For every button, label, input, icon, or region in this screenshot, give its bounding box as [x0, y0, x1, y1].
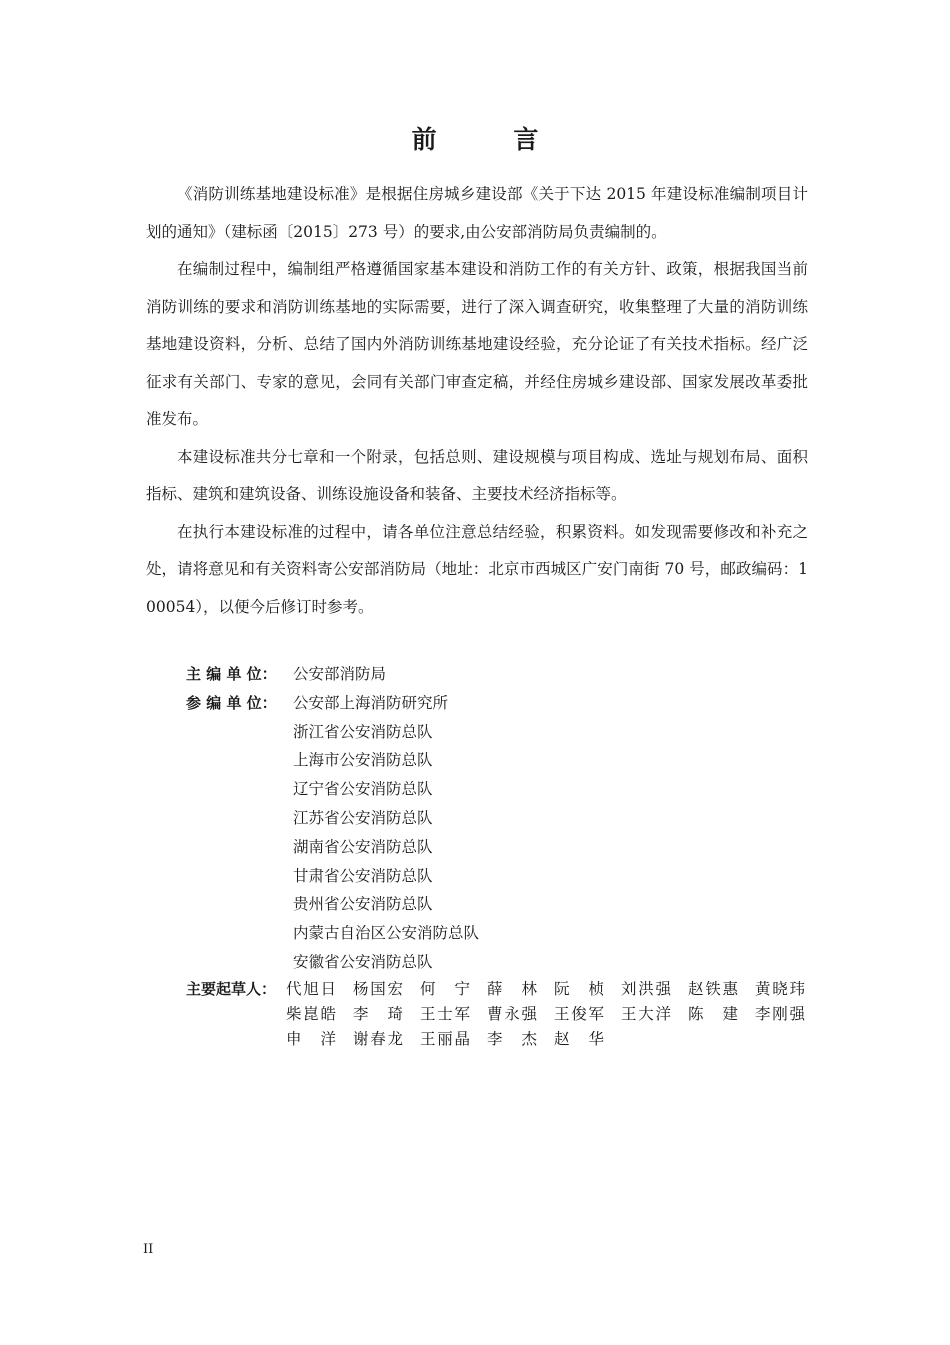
page-number: II: [143, 1242, 154, 1257]
drafter-name: 柴崑皓: [286, 1004, 336, 1023]
drafter-name: 王丽晶: [420, 1029, 470, 1048]
participating-unit: 贵州省公安消防总队: [293, 895, 433, 914]
participating-units-label: 参 编 单 位：: [186, 693, 277, 712]
participating-unit: 湖南省公安消防总队: [293, 837, 433, 856]
drafters-list: [286, 977, 822, 1052]
drafter-name: 陈建: [688, 1004, 738, 1023]
drafter-name: 薛林: [487, 979, 537, 998]
participating-unit: 内蒙古自治区公安消防总队: [293, 924, 480, 943]
drafter-name: 申洋: [286, 1029, 336, 1048]
participating-unit: 上海市公安消防总队: [293, 751, 433, 770]
drafter-name: 阮桢: [554, 979, 604, 998]
drafter-name: 何宁: [420, 979, 470, 998]
drafter-name: 刘洪强: [621, 979, 671, 998]
preface-body: [146, 176, 808, 626]
credits-section: [186, 660, 811, 1052]
drafter-name: 代旭日: [286, 979, 336, 998]
drafter-name: 李杰: [487, 1029, 537, 1048]
chief-unit-label: 主 编 单 位：: [186, 665, 277, 683]
participating-units-list: [293, 689, 811, 977]
participating-unit: 安徽省公安消防总队: [293, 952, 433, 971]
drafter-name: 李琦: [353, 1004, 403, 1023]
participating-unit: 甘肃省公安消防总队: [293, 866, 433, 885]
drafter-name: 杨国宏: [353, 979, 403, 998]
participating-units-row: [186, 689, 811, 977]
participating-unit: 辽宁省公安消防总队: [293, 780, 433, 799]
chief-unit-row: [186, 660, 811, 689]
paragraph-3: 本建设标准共分七章和一个附录，包括总则、建设规模与项目构成、选址与规划布局、面积指标、建筑和建筑设备、训练设施设备和装备、主要技术经济指标等。: [146, 447, 808, 503]
drafters-label: 主要起草人：: [186, 979, 277, 998]
chief-unit-name: 公安部消防局: [293, 665, 387, 683]
drafter-name: 谢春龙: [353, 1029, 403, 1048]
drafter-name: 王士军: [420, 1004, 470, 1023]
paragraph-2: 在编制过程中，编制组严格遵循国家基本建设和消防工作的有关方针、政策，根据我国当前消防训练的要求和消防训练基地的实际需要，进行了深入调查研究，收集整理了大量的消防训练基地建设资料，分析、总结了国内外消防训练基地建设经验，充分论证了有关技术指标。经广泛征求有关部门、专家的意见，会同有关部门审查定稿，并经住房城乡建设部、国家发展改革委批准发布。: [146, 260, 808, 428]
paragraph-1: 《消防训练基地建设标准》是根据住房城乡建设部《关于下达 2015 年建设标准编制项目计划的通知》（建标函〔2015〕273 号）的要求,由公安部消防局负责编制的。: [146, 185, 808, 241]
drafters-row: [186, 977, 811, 1052]
paragraph-4: 在执行本建设标准的过程中，请各单位注意总结经验，积累资料。如发现需要修改和补充之处，请将意见和有关资料寄公安部消防局（地址：北京市西城区广安门南街 70 号，邮政编码：100054），以便今后修订时参考。: [146, 522, 808, 616]
drafter-name: 李刚强: [755, 1004, 805, 1023]
drafter-name: 曹永强: [487, 1004, 537, 1023]
page-title: 前 言: [411, 125, 573, 154]
drafter-name: 王大洋: [621, 1004, 671, 1023]
drafter-name: 黄晓玮: [755, 979, 805, 998]
participating-unit: 公安部上海消防研究所: [293, 693, 449, 712]
drafter-name: 赵铁惠: [688, 979, 738, 998]
participating-unit: 浙江省公安消防总队: [293, 722, 433, 741]
drafter-name: 赵华: [554, 1029, 604, 1048]
drafter-name: 王俊军: [554, 1004, 604, 1023]
participating-unit: 江苏省公安消防总队: [293, 808, 433, 827]
